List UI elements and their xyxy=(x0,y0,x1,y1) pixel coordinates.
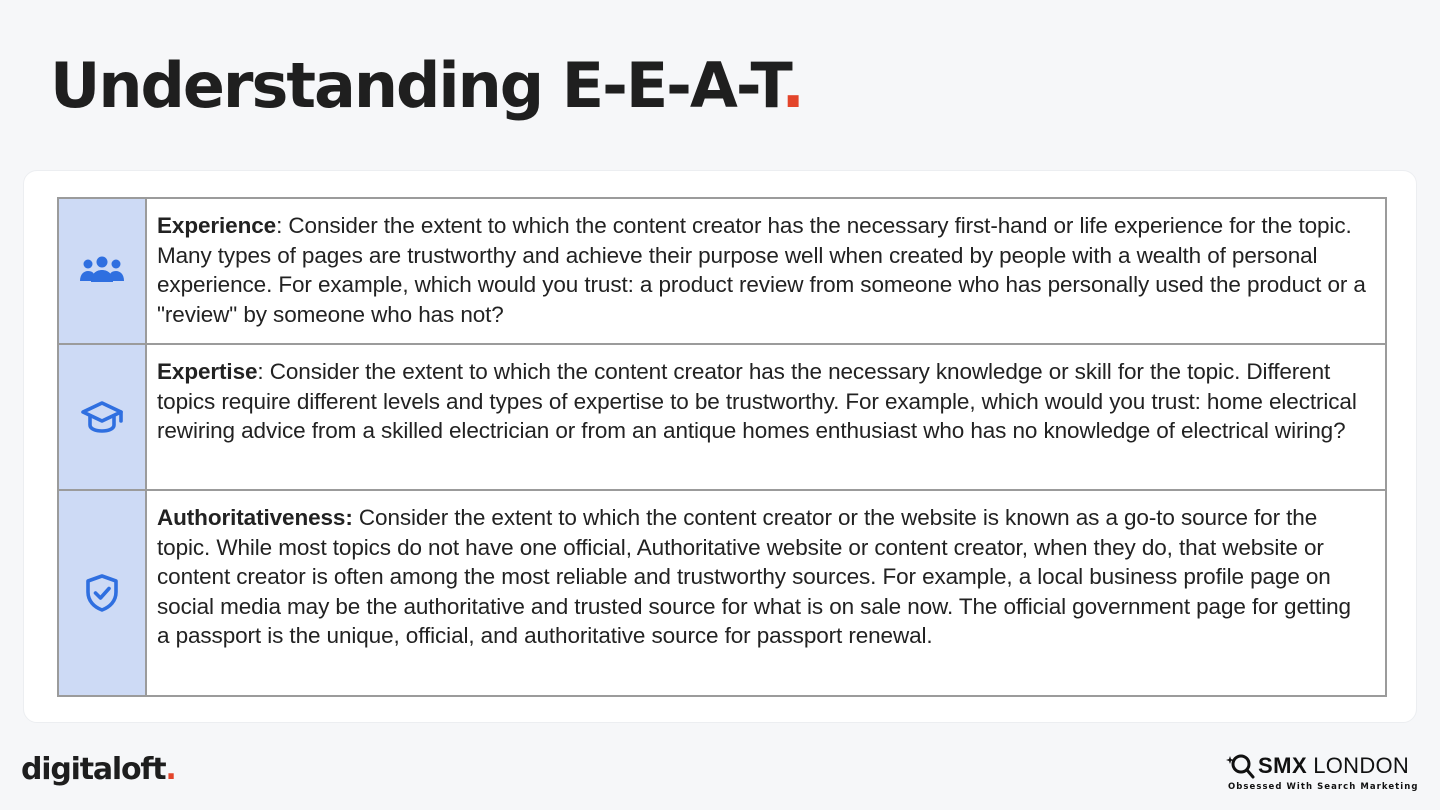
magnifier-sparkle-icon xyxy=(1226,752,1256,780)
expertise-text-cell xyxy=(146,344,1386,490)
smx-tagline: Obsessed With Search Marketing xyxy=(1228,782,1419,792)
experience-text-cell xyxy=(146,198,1386,344)
smx-london-logo xyxy=(1226,752,1420,794)
smx-logo-row xyxy=(1226,752,1409,780)
term-separator: : xyxy=(257,359,270,384)
icon-cell xyxy=(58,198,146,344)
slide-title-dot: . xyxy=(781,49,803,122)
icon-cell xyxy=(58,490,146,696)
graduation-cap-icon xyxy=(80,399,124,435)
term-definition: Consider the extent to which the content creator has the necessary first-hand or life experience for the topic. Many types of pages are trustworthy and achieve their purpose well when created by people with a wealth of personal experience. For example, which would you trust: a product review from someone who has personally used the product or a "review" by someone who has not? xyxy=(157,213,1366,327)
table-row-authoritativeness xyxy=(58,490,1386,696)
eeat-table xyxy=(57,197,1387,697)
digitaloft-logo xyxy=(21,752,176,788)
digitaloft-logo-text: digitaloft xyxy=(21,752,166,787)
people-group-icon xyxy=(80,255,124,287)
smx-logo-text: SMX xyxy=(1258,753,1308,778)
table-row-experience xyxy=(58,198,1386,344)
term-label: Expertise xyxy=(157,359,258,384)
term-separator: : xyxy=(276,213,289,238)
digitaloft-logo-dot: . xyxy=(165,752,176,787)
term-definition: Consider the extent to which the content creator or the website is known as a go-to source for the topic. While most topics do not have one official, Authoritative website or content creator, when they do, that website or content creator is often among the most reliable and trustworthy sources. For example, a local business profile page on social media may be the authoritative and trusted source for what is on sale now. The official government page for getting a passport is the unique, official, and authoritative source for passport renewal. xyxy=(157,505,1351,649)
slide-title-text: Understanding E-E-A-T xyxy=(50,49,782,122)
authoritativeness-text-cell xyxy=(146,490,1386,696)
table-row-expertise xyxy=(58,344,1386,490)
slide-title xyxy=(50,49,803,122)
term-label: Experience xyxy=(157,213,277,238)
shield-check-icon xyxy=(85,573,119,613)
term-label: Authoritativeness: xyxy=(157,505,353,530)
term-definition: Consider the extent to which the content creator has the necessary knowledge or skill for the topic. Different topics require different levels and types of expertise to be trustworthy. For example, which would you trust: home electrical rewiring advice from a skilled electrician or from an antique homes enthusiast who has no knowledge of electrical wiring? xyxy=(157,359,1357,444)
london-logo-text: LONDON xyxy=(1313,753,1410,778)
icon-cell xyxy=(58,344,146,490)
